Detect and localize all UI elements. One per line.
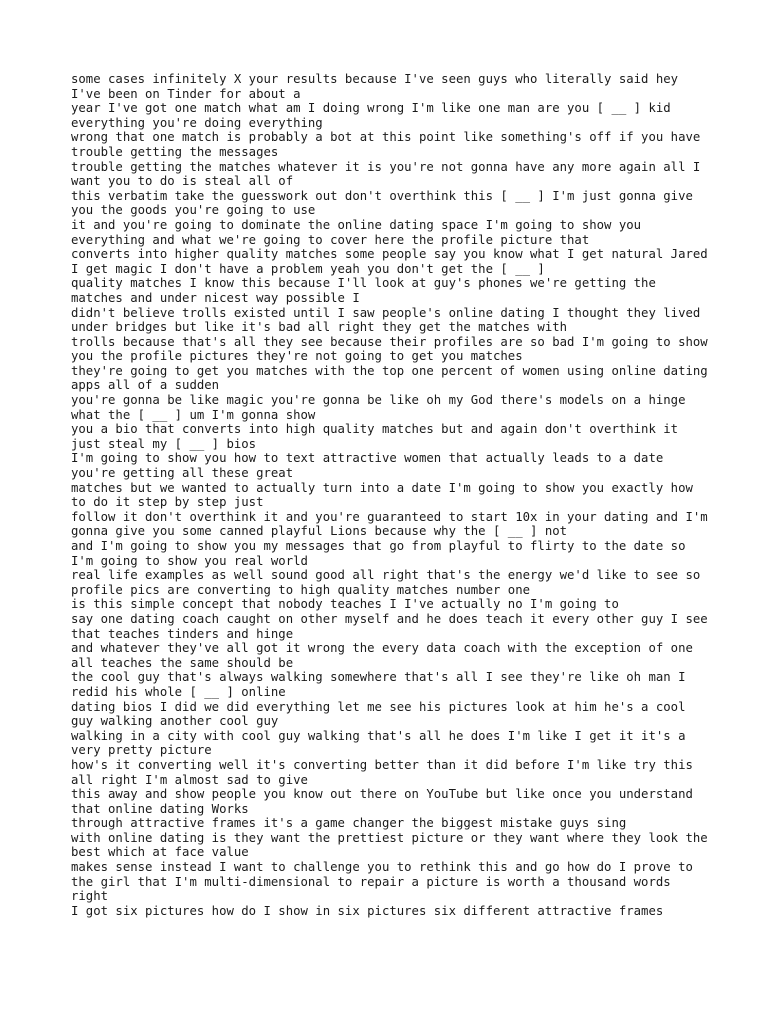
transcript-line: with online dating is they want the prettiest picture or they want where they look the best which at face value bbox=[71, 830, 716, 860]
transcript-line: dating bios I did we did everything let me see his pictures look at him he's a cool guy walking another cool guy bbox=[71, 699, 693, 729]
transcript-line: and whatever they've all got it wrong the every data coach with the exception of one all teaches the same should be bbox=[71, 641, 701, 670]
transcript-line: say one dating coach caught on other myself and he does teach it every other guy I see that teaches tinders and hinge bbox=[71, 611, 716, 641]
transcript-line: this verbatim take the guesswork out don't overthink this [ __ ] I'm just gonna give you the goods you're going to use bbox=[71, 188, 701, 218]
transcript-line: and I'm going to show you my messages that go from playful to flirty to the date so I'm going to show you real world bbox=[71, 539, 693, 568]
transcript-line: how's it converting well it's converting better than it did before I'm like try this all right I'm almost sad to give bbox=[71, 757, 701, 787]
transcript-line: you're gonna be like magic you're gonna be like oh my God there's models on a hinge what the [ __ ] um I'm gonna show bbox=[71, 393, 693, 422]
transcript-line: matches but we wanted to actually turn into a date I'm going to show you exactly how to do it step by step just bbox=[71, 480, 701, 510]
transcript-line: trolls because that's all they see because their profiles are so bad I'm going to show you the profile pictures they're not going to get you matches bbox=[71, 334, 716, 364]
transcript-line: some cases infinitely X your results because I've seen guys who literally said hey I've been on Tinder for about a bbox=[71, 72, 686, 101]
transcript-line: the girl that I'm multi-dimensional to repair a picture is worth a thousand words right bbox=[71, 874, 679, 904]
transcript-line: converts into higher quality matches some people say you know what I get natural Jared I get magic I don't have a problem yeah you don't get the [ __ ] bbox=[71, 247, 716, 276]
transcript-line: through attractive frames it's a game changer the biggest mistake guys sing bbox=[71, 816, 627, 831]
transcript-line: didn't believe trolls existed until I saw people's online dating I thought they lived under bridges but like it's bad all right they get the matches with bbox=[71, 305, 708, 335]
transcript-page bbox=[71, 72, 716, 918]
transcript-line: the cool guy that's always walking somewhere that's all I see they're like oh man I redid his whole [ __ ] online bbox=[71, 670, 693, 699]
transcript-line: I got six pictures how do I show in six pictures six different attractive frames bbox=[71, 903, 664, 918]
transcript-line: they're going to get you matches with the top one percent of women using online dating apps all of a sudden bbox=[71, 363, 716, 393]
transcript-line: walking in a city with cool guy walking that's all he does I'm like I get it it's a very pretty picture bbox=[71, 728, 693, 758]
transcript-line: this away and show people you know out there on YouTube but like once you understand that online dating Works bbox=[71, 787, 701, 816]
transcript-line: makes sense instead I want to challenge you to rethink this and go how do I prove to bbox=[71, 860, 693, 875]
transcript-line: follow it don't overthink it and you're guaranteed to start 10x in your dating and I'm gonna give you some canned playful Lions because why the [ __ ] not bbox=[71, 509, 716, 539]
transcript-line: is this simple concept that nobody teaches I I've actually no I'm going to bbox=[71, 597, 619, 612]
transcript-line: trouble getting the matches whatever it is you're not gonna have any more again all I want you to do is steal all of bbox=[71, 159, 708, 189]
transcript-line: wrong that one match is probably a bot at this point like something's off if you have trouble getting the messages bbox=[71, 130, 708, 159]
transcript-line: it and you're going to dominate the online dating space I'm going to show you everything and what we're going to cover here the profile picture that bbox=[71, 217, 649, 247]
transcript-line: you a bio that converts into high quality matches but and again don't overthink it just steal my [ __ ] bios bbox=[71, 422, 686, 451]
transcript-line: quality matches I know this because I'll look at guy's phones we're getting the matches and under nicest way possible I bbox=[71, 276, 664, 305]
transcript-line: year I've got one match what am I doing wrong I'm like one man are you [ __ ] kid everything you're doing everything bbox=[71, 101, 679, 130]
transcript-line: I'm going to show you how to text attractive women that actually leads to a date you're getting all these great bbox=[71, 451, 671, 481]
transcript-line: real life examples as well sound good all right that's the energy we'd like to see so profile pics are converting to high quality matches number one bbox=[71, 568, 708, 597]
